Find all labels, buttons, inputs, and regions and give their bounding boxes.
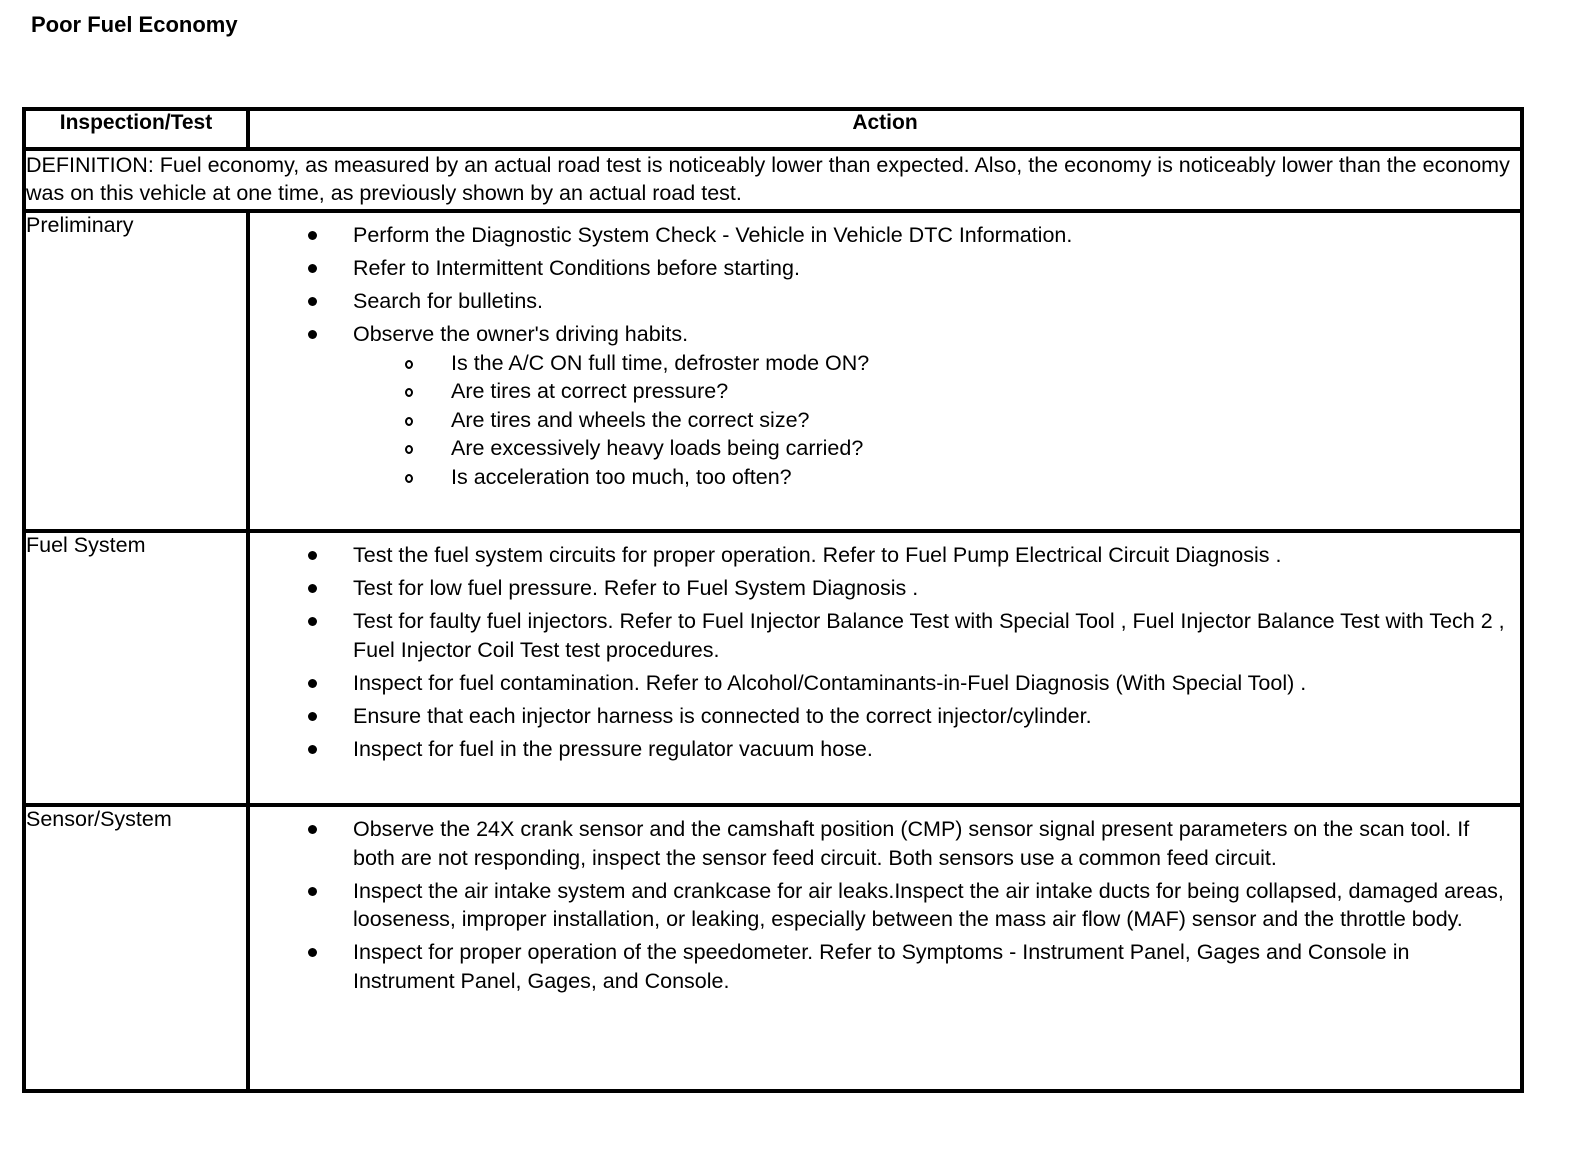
header-action: Action	[248, 109, 1522, 149]
list-item	[250, 669, 1512, 698]
list-item	[250, 574, 1512, 603]
list-item-text: Inspect for fuel in the pressure regulator vacuum hose.	[353, 736, 873, 761]
bullet-icon	[308, 712, 317, 721]
sub-list-item-text: Is the A/C ON full time, defroster mode ON?	[451, 350, 870, 375]
bullet-icon	[308, 887, 317, 896]
list-item	[250, 541, 1512, 570]
action-list	[250, 533, 1520, 763]
bullet-icon	[308, 231, 317, 240]
list-item	[250, 877, 1512, 934]
circle-bullet-icon	[405, 417, 413, 426]
action-list	[250, 807, 1520, 995]
list-item	[250, 254, 1512, 283]
row-label-fuel-system: Fuel System	[24, 531, 248, 805]
circle-bullet-icon	[405, 474, 413, 483]
list-item-text: Refer to Intermittent Conditions before starting.	[353, 256, 800, 280]
row-actions	[248, 805, 1522, 1091]
circle-bullet-icon	[405, 445, 413, 454]
sub-list	[250, 349, 1512, 492]
list-item	[250, 735, 1512, 764]
list-item-text: Inspect the air intake system and crankcase for air leaks.Inspect the air intake ducts for being collapsed, damaged areas, looseness, improper installation, or leaking, especially between the mass air flow (MAF) sensor and the throttle body.	[353, 878, 1504, 931]
list-item-text: Perform the Diagnostic System Check - Vehicle in Vehicle DTC Information.	[353, 223, 1073, 247]
list-item-text: Test for low fuel pressure. Refer to Fuel System Diagnosis .	[353, 576, 919, 600]
row-label-preliminary: Preliminary	[24, 211, 248, 531]
list-item	[250, 221, 1512, 250]
row-label-sensor-system: Sensor/System	[24, 805, 248, 1091]
table-row	[24, 211, 1522, 531]
list-item-text: Test for faulty fuel injectors. Refer to Fuel Injector Balance Test with Special Tool , Fuel Injector Balance Test with Tech 2 , Fuel Injector Coil Test test procedures.	[353, 609, 1505, 662]
table-row	[24, 805, 1522, 1091]
circle-bullet-icon	[405, 388, 413, 397]
sub-list-item-text: Is acceleration too much, too often?	[451, 464, 792, 489]
sub-list-item-text: Are tires and wheels the correct size?	[451, 407, 810, 432]
sub-list-item	[353, 377, 1512, 406]
action-list	[250, 213, 1520, 491]
row-actions	[248, 531, 1522, 805]
list-item	[250, 287, 1512, 316]
bullet-icon	[308, 297, 317, 306]
list-item-text: Inspect for fuel contamination. Refer to Alcohol/Contaminants-in-Fuel Diagnosis (With Special Tool) .	[353, 670, 1307, 695]
header-inspection-test: Inspection/Test	[24, 109, 248, 149]
list-item-text: Observe the owner's driving habits.	[353, 322, 689, 346]
list-item	[250, 702, 1512, 731]
sub-list-item	[353, 349, 1512, 378]
bullet-icon	[308, 617, 317, 626]
list-item	[250, 938, 1512, 995]
list-item-text: Observe the 24X crank sensor and the camshaft position (CMP) sensor signal present parameters on the scan tool. If both are not responding, inspect the sensor feed circuit. Both sensors use a common feed circuit.	[353, 817, 1470, 870]
definition-text: DEFINITION: Fuel economy, as measured by an actual road test is noticeably lower than expected. Also, the economy is noticeably lower than the economy was on this vehicle at one time, as previously shown by an actual road test.	[24, 149, 1522, 211]
sub-list-item	[353, 463, 1512, 492]
bullet-icon	[308, 551, 317, 560]
document-title: Poor Fuel Economy	[31, 12, 238, 37]
table-header-row	[24, 109, 1522, 149]
table-row	[24, 531, 1522, 805]
list-item	[250, 607, 1512, 664]
list-item-text: Test the fuel system circuits for proper operation. Refer to Fuel Pump Electrical Circuit Diagnosis .	[353, 543, 1282, 567]
bullet-icon	[308, 825, 317, 834]
bullet-icon	[308, 948, 317, 957]
sub-list-item-text: Are excessively heavy loads being carried?	[451, 436, 864, 460]
list-item-text: Search for bulletins.	[353, 289, 544, 313]
bullet-icon	[308, 330, 317, 339]
bullet-icon	[308, 745, 317, 754]
diagnostic-table	[22, 107, 1524, 1093]
circle-bullet-icon	[405, 360, 413, 369]
sub-list-item	[353, 434, 1512, 463]
bullet-icon	[308, 679, 317, 688]
sub-list-item-text: Are tires at correct pressure?	[451, 379, 729, 403]
list-item	[250, 815, 1512, 872]
bullet-icon	[308, 264, 317, 273]
row-actions	[248, 211, 1522, 531]
list-item-text: Inspect for proper operation of the speedometer. Refer to Symptoms - Instrument Panel, Gages and Console in Instrument Panel, Gages, and Console.	[353, 940, 1410, 993]
bullet-icon	[308, 584, 317, 593]
list-item-text: Ensure that each injector harness is connected to the correct injector/cylinder.	[353, 703, 1092, 728]
definition-row	[24, 149, 1522, 211]
list-item	[250, 320, 1512, 491]
sub-list-item	[353, 406, 1512, 435]
